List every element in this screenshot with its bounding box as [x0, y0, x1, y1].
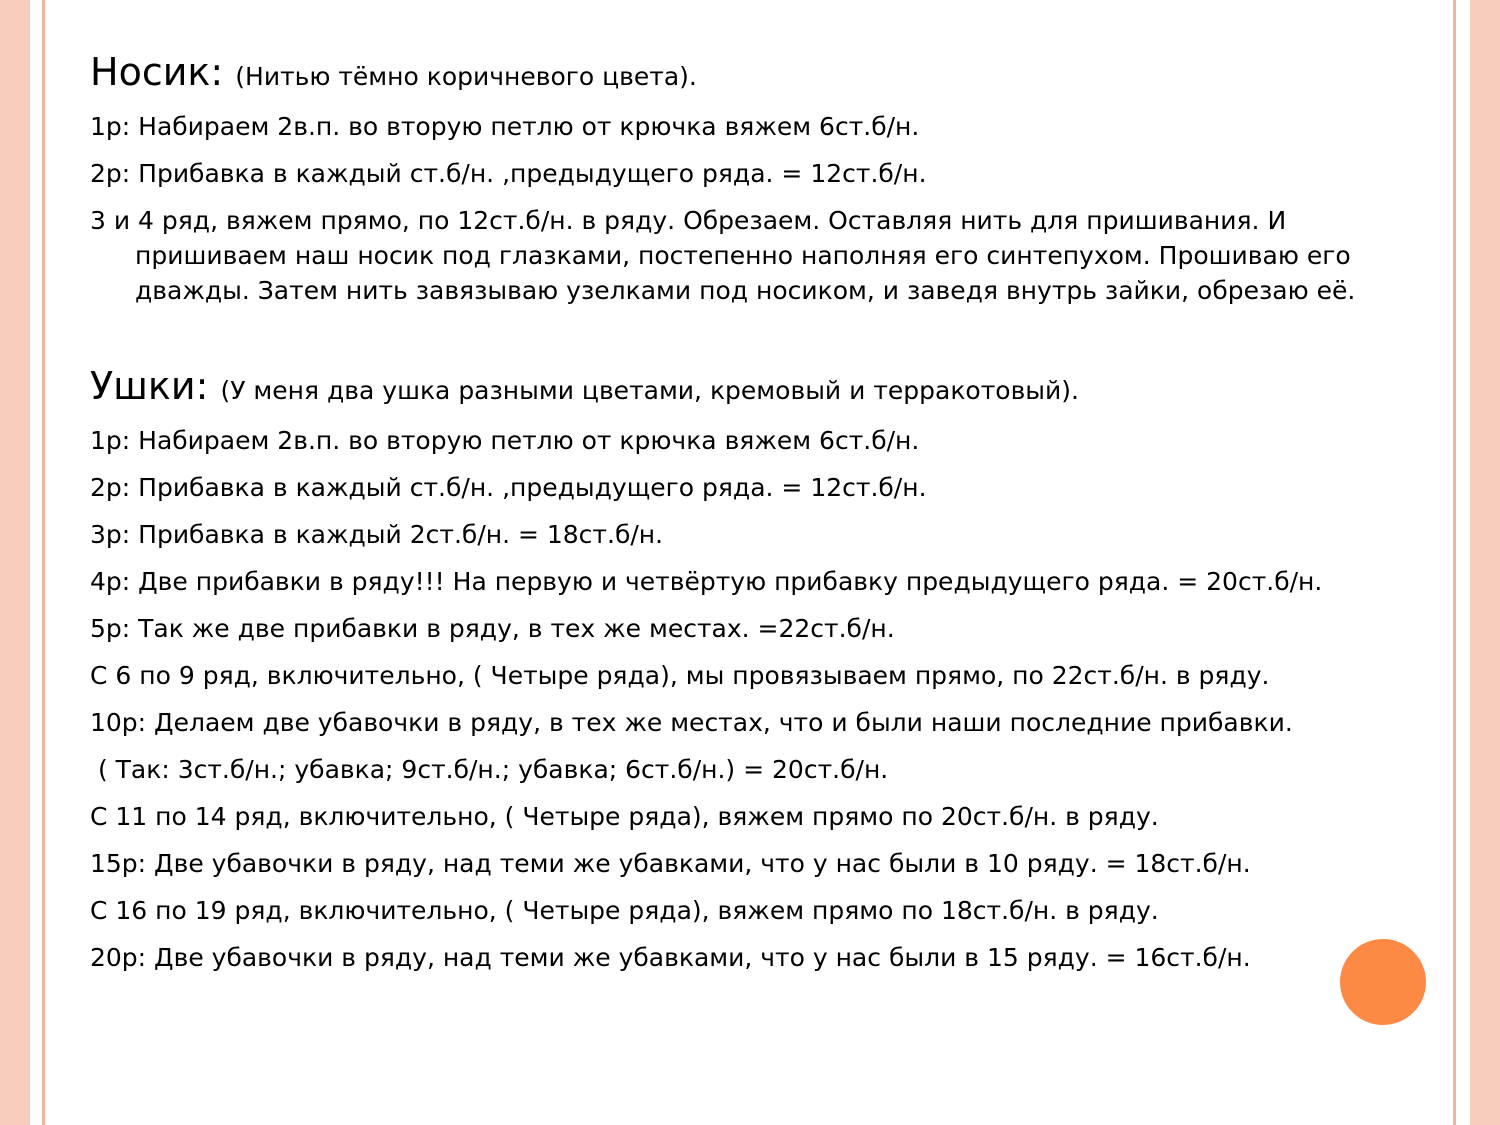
ears-row-3: 3р: Прибавка в каждый 2ст.б/н. = 18ст.б/н. — [90, 520, 664, 549]
ears-note: (У меня два ушка разными цветами, кремовый и терракотовый). — [220, 376, 1079, 405]
ears-row-4: 4р: Две прибавки в ряду!!! На первую и четвёртую прибавку предыдущего ряда. = 20ст.б/н. — [90, 567, 1323, 596]
ears-row-10: 10р: Делаем две убавочки в ряду, в тех же местах, что и были наши последние прибавки. — [90, 708, 1293, 737]
ears-row-10-detail: ( Так: 3ст.б/н.; убавка; 9ст.б/н.; убавка; 6ст.б/н.) = 20ст.б/н. — [90, 755, 889, 784]
ears-title: Ушки: — [90, 364, 209, 408]
left-decorative-border — [0, 0, 30, 1125]
nose-row-1: 1р: Набираем 2в.п. во вторую петлю от крючка вяжем 6ст.б/н. — [90, 112, 920, 141]
ears-row-5: 5р: Так же две прибавки в ряду, в тех же местах. =22ст.б/н. — [90, 614, 895, 643]
ears-row-2: 2р: Прибавка в каждый ст.б/н. ,предыдущего ряда. = 12ст.б/н. — [90, 473, 927, 502]
ears-heading — [90, 362, 1390, 415]
nose-heading — [90, 48, 1390, 101]
left-border-line — [42, 0, 45, 1125]
ears-rows-6-9: С 6 по 9 ряд, включительно, ( Четыре ряда), мы провязываем прямо, по 22ст.б/н. в ряду. — [90, 661, 1270, 690]
ears-rows-16-19: С 16 по 19 ряд, включительно, ( Четыре ряда), вяжем прямо по 18ст.б/н. в ряду. — [90, 896, 1159, 925]
right-border-line — [1453, 0, 1456, 1125]
nose-row-2: 2р: Прибавка в каждый ст.б/н. ,предыдущего ряда. = 12ст.б/н. — [90, 159, 927, 188]
ears-row-1: 1р: Набираем 2в.п. во вторую петлю от крючка вяжем 6ст.б/н. — [90, 426, 920, 455]
ears-rows-11-14: С 11 по 14 ряд, включительно, ( Четыре ряда), вяжем прямо по 20ст.б/н. в ряду. — [90, 802, 1159, 831]
right-decorative-border — [1470, 0, 1500, 1125]
section-spacer — [90, 308, 1390, 362]
nose-note: (Нитью тёмно коричневого цвета). — [235, 62, 697, 91]
ears-row-20: 20р: Две убавочки в ряду, над теми же убавками, что у нас были в 15 ряду. = 16ст.б/н. — [90, 943, 1251, 972]
nose-title: Носик: — [90, 50, 224, 94]
nose-paragraph: 3 и 4 ряд, вяжем прямо, по 12ст.б/н. в ряду. Обрезаем. Оставляя нить для пришивания. И пришиваем наш носик под глазками, постепенно наполняя его синтепухом. Прошиваю его дважды. Затем нить завязываю узелками под носиком, и заведя внутрь зайки, обрезаю её. — [90, 206, 1356, 305]
ears-row-15: 15р: Две убавочки в ряду, над теми же убавками, что у нас были в 10 ряду. = 18ст.б/н. — [90, 849, 1251, 878]
slide-content — [90, 48, 1390, 987]
